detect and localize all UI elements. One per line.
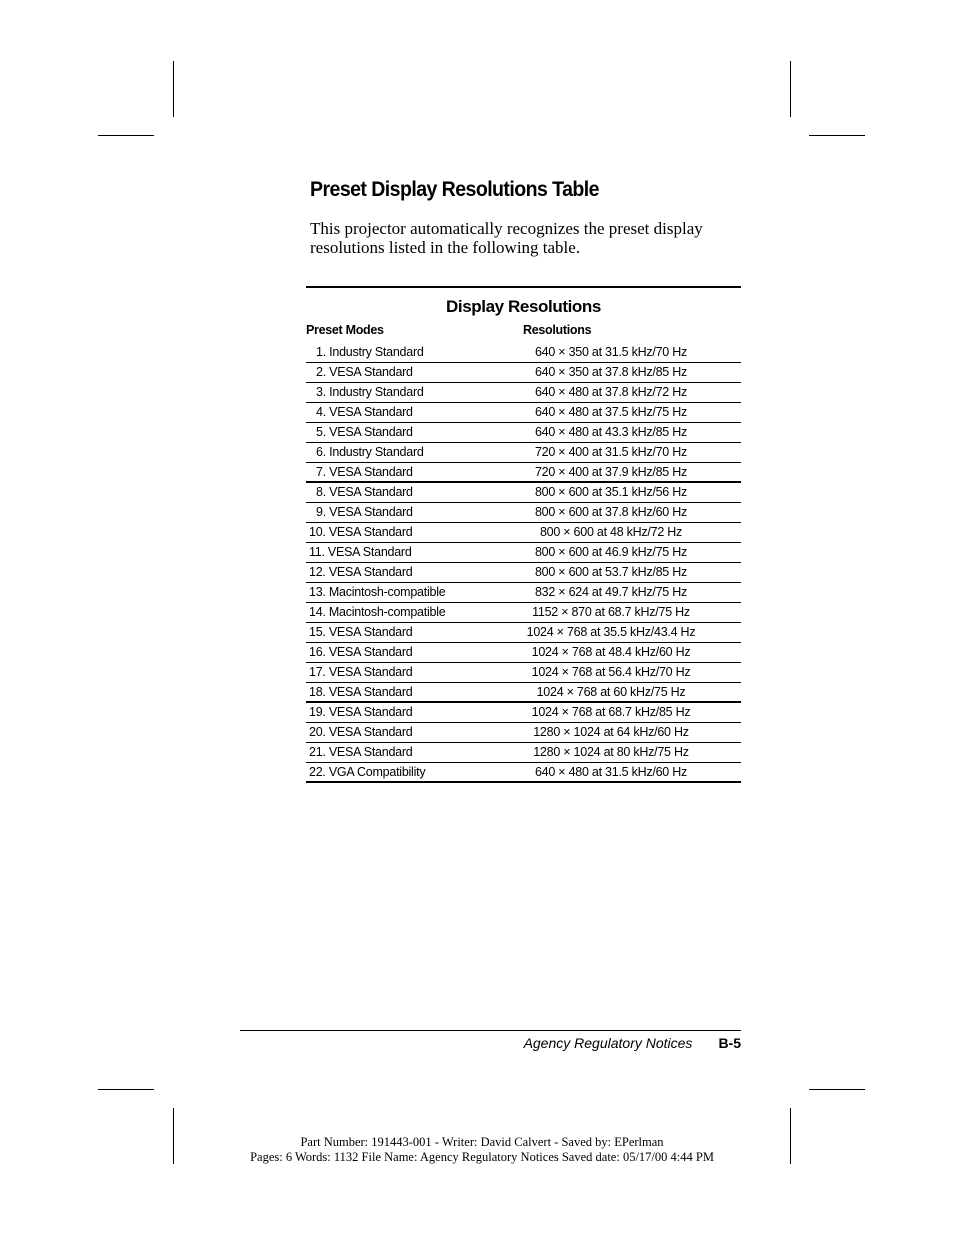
table-row: [306, 543, 741, 563]
crop-mark-bottom-right-vertical: [790, 1108, 791, 1164]
header-resolutions: Resolutions: [523, 323, 592, 337]
resolution-cell: 1024 × 768 at 68.7 kHz/85 Hz: [531, 705, 691, 719]
preset-mode-cell: 18. VESA Standard: [309, 685, 413, 699]
table-row: [306, 423, 741, 443]
file-meta-line-1: Part Number: 191443-001 - Writer: David Calvert - Saved by: EPerlman: [300, 1135, 664, 1149]
crop-mark-bottom-right-horizontal: [809, 1089, 865, 1090]
preset-mode-cell: 9. VESA Standard: [316, 505, 413, 519]
table-row: [306, 363, 741, 383]
table-row: [306, 723, 741, 743]
header-preset-modes: Preset Modes: [306, 323, 384, 337]
preset-mode-cell: 1. Industry Standard: [316, 345, 424, 359]
resolution-cell: 1024 × 768 at 35.5 kHz/43.4 Hz: [526, 625, 696, 639]
running-footer: [524, 1035, 741, 1051]
table-row: [306, 663, 741, 683]
footer-section-title: Agency Regulatory Notices: [523, 1035, 693, 1051]
table-row: [306, 623, 741, 643]
intro-paragraph: This projector automatically recognizes the preset display resolutions listed in the following table.: [310, 219, 703, 257]
file-meta-line-2: Pages: 6 Words: 1132 File Name: Agency Regulatory Notices Saved date: 05/17/00 4:44 PM: [250, 1150, 714, 1164]
preset-mode-cell: 14. Macintosh-compatible: [309, 605, 446, 619]
preset-mode-cell: 17. VESA Standard: [309, 665, 413, 679]
table-row: [306, 343, 741, 363]
preset-mode-cell: 20. VESA Standard: [309, 725, 413, 739]
resolution-cell: 1024 × 768 at 56.4 kHz/70 Hz: [531, 665, 691, 679]
preset-mode-cell: 11. VESA Standard: [309, 545, 412, 559]
table-row: [306, 703, 741, 723]
table-title: Display Resolutions: [446, 297, 601, 316]
resolution-cell: 640 × 480 at 31.5 kHz/60 Hz: [534, 765, 688, 779]
resolution-cell: 640 × 350 at 37.8 kHz/85 Hz: [534, 365, 688, 379]
footer-page-number: B-5: [718, 1035, 741, 1051]
table-row: [306, 643, 741, 663]
table-row: [306, 403, 741, 423]
crop-mark-top-right-horizontal: [809, 135, 865, 136]
resolution-cell: 1024 × 768 at 48.4 kHz/60 Hz: [531, 645, 691, 659]
preset-mode-cell: 8. VESA Standard: [316, 485, 413, 499]
table-row: [306, 523, 741, 543]
table-row: [306, 443, 741, 463]
footer-rule: [240, 1030, 741, 1031]
table-header: [306, 323, 741, 343]
preset-mode-cell: 15. VESA Standard: [309, 625, 413, 639]
resolution-cell: 1280 × 1024 at 64 kHz/60 Hz: [533, 725, 689, 739]
preset-mode-cell: 2. VESA Standard: [316, 365, 413, 379]
table-row: [306, 683, 741, 703]
resolution-cell: 800 × 600 at 53.7 kHz/85 Hz: [534, 565, 688, 579]
resolution-cell: 800 × 600 at 46.9 kHz/75 Hz: [534, 545, 688, 559]
resolution-cell: 640 × 480 at 37.8 kHz/72 Hz: [534, 385, 688, 399]
table-row: [306, 483, 741, 503]
preset-mode-cell: 12. VESA Standard: [309, 565, 413, 579]
crop-mark-top-right-vertical: [790, 61, 791, 117]
table-row: [306, 583, 741, 603]
preset-mode-cell: 4. VESA Standard: [316, 405, 413, 419]
resolution-cell: 800 × 600 at 37.8 kHz/60 Hz: [534, 505, 688, 519]
crop-mark-bottom-left-horizontal: [98, 1089, 154, 1090]
preset-mode-cell: 7. VESA Standard: [316, 465, 413, 479]
crop-mark-bottom-left-vertical: [173, 1108, 174, 1164]
table-row: [306, 463, 741, 483]
resolution-cell: 640 × 480 at 37.5 kHz/75 Hz: [534, 405, 688, 419]
resolution-cell: 640 × 350 at 31.5 kHz/70 Hz: [534, 345, 688, 359]
preset-mode-cell: 3. Industry Standard: [316, 385, 424, 399]
resolution-cell: 800 × 600 at 35.1 kHz/56 Hz: [534, 485, 688, 499]
table-body: [306, 343, 741, 783]
crop-mark-top-left-vertical: [173, 61, 174, 117]
table-row: [306, 603, 741, 623]
table-row: [306, 563, 741, 583]
page-title: Preset Display Resolutions Table: [310, 178, 599, 201]
resolution-cell: 1024 × 768 at 60 kHz/75 Hz: [536, 685, 686, 699]
resolution-cell: 832 × 624 at 49.7 kHz/75 Hz: [534, 585, 688, 599]
resolution-cell: 1152 × 870 at 68.7 kHz/75 Hz: [532, 605, 690, 619]
preset-mode-cell: 13. Macintosh-compatible: [309, 585, 446, 599]
resolutions-table: [306, 286, 741, 783]
crop-mark-top-left-horizontal: [98, 135, 154, 136]
resolution-cell: 1280 × 1024 at 80 kHz/75 Hz: [533, 745, 689, 759]
resolution-cell: 720 × 400 at 37.9 kHz/85 Hz: [534, 465, 688, 479]
preset-mode-cell: 5. VESA Standard: [316, 425, 413, 439]
resolution-cell: 640 × 480 at 43.3 kHz/85 Hz: [534, 425, 688, 439]
resolution-cell: 800 × 600 at 48 kHz/72 Hz: [539, 525, 683, 539]
preset-mode-cell: 6. Industry Standard: [316, 445, 424, 459]
resolution-cell: 720 × 400 at 31.5 kHz/70 Hz: [534, 445, 688, 459]
preset-mode-cell: 21. VESA Standard: [309, 745, 413, 759]
preset-mode-cell: 16. VESA Standard: [309, 645, 413, 659]
preset-mode-cell: 10. VESA Standard: [309, 525, 413, 539]
preset-mode-cell: 19. VESA Standard: [309, 705, 413, 719]
table-row: [306, 743, 741, 763]
table-row: [306, 763, 741, 783]
table-row: [306, 503, 741, 523]
preset-mode-cell: 22. VGA Compatibility: [309, 765, 426, 779]
table-row: [306, 383, 741, 403]
